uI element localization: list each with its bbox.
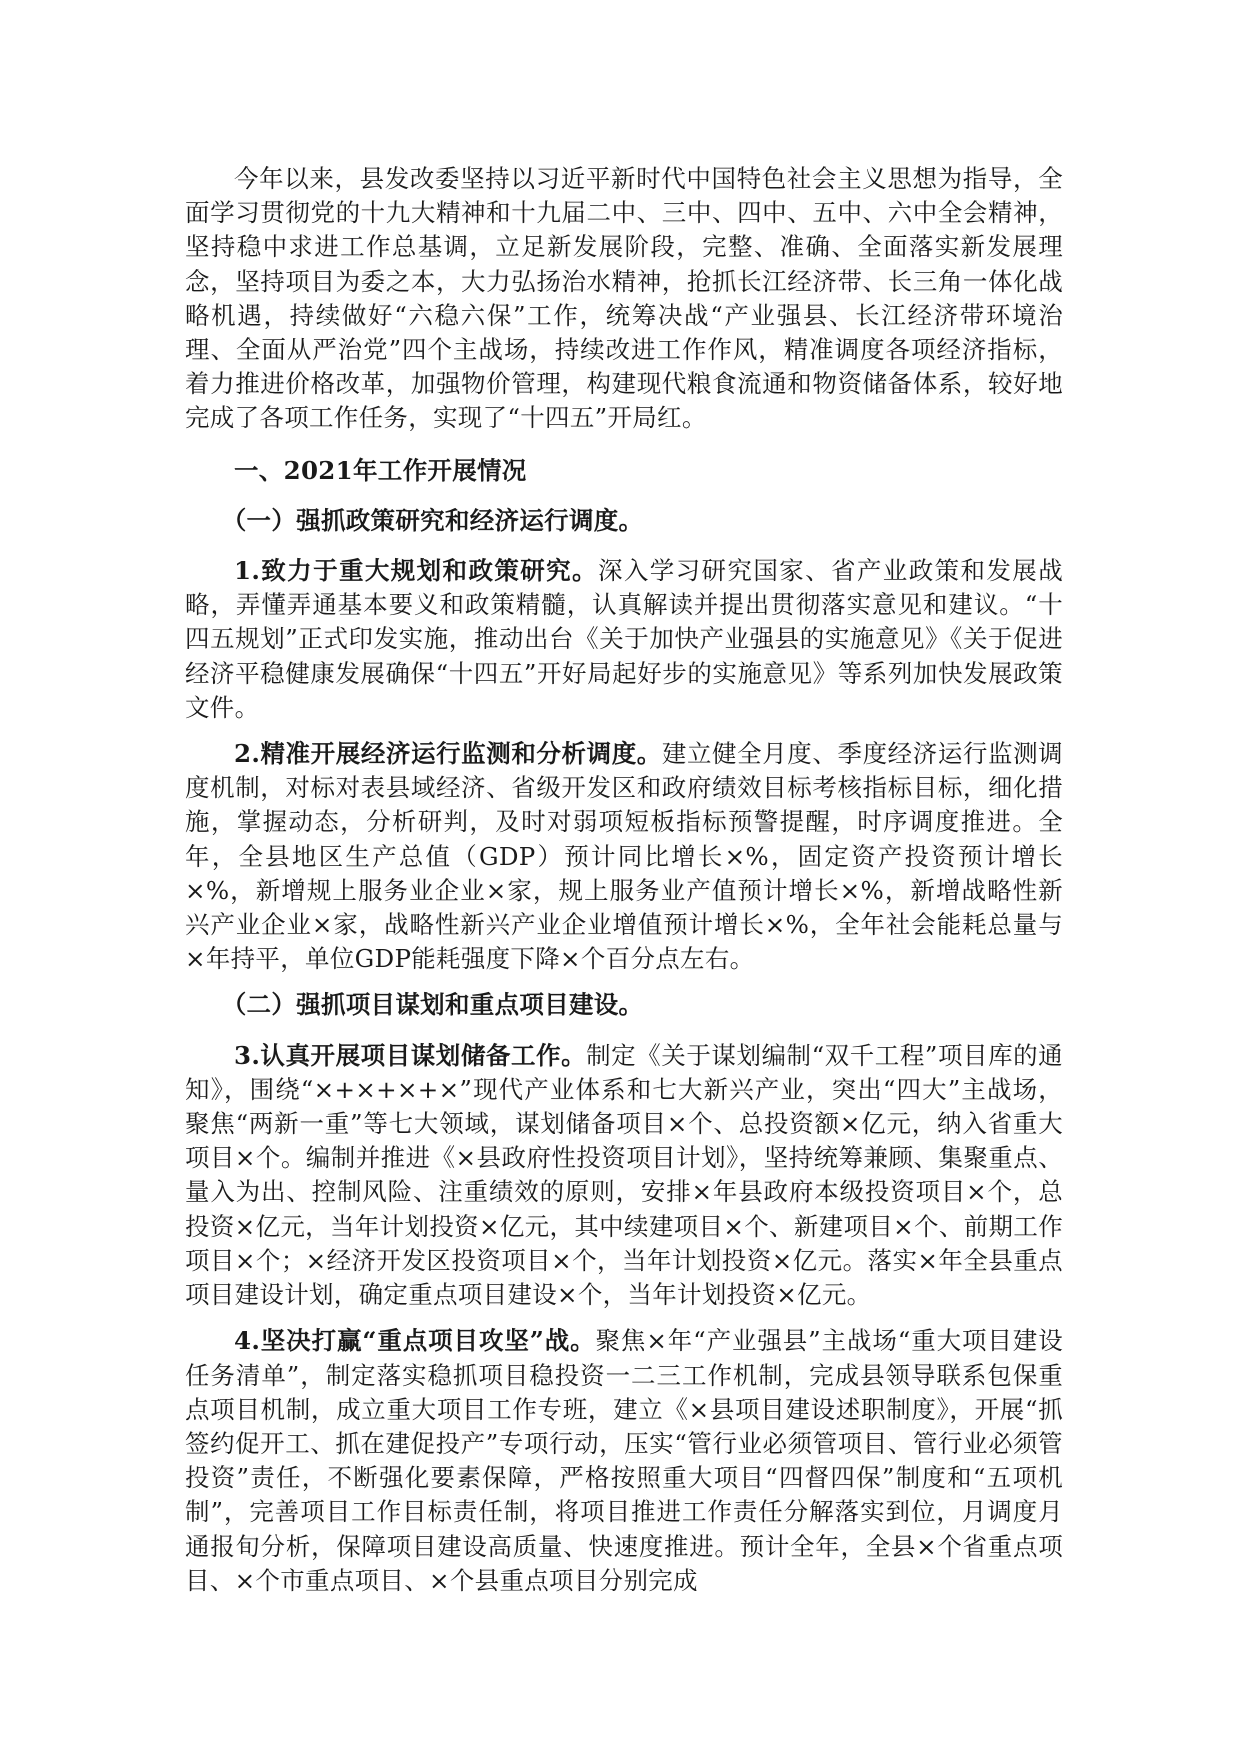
subsection-heading-1: （一）强抓政策研究和经济运行调度。 <box>221 505 644 535</box>
item-paragraph-1 <box>185 554 1063 725</box>
section-heading: 一、2021年工作开展情况 <box>234 455 527 485</box>
item-paragraph-4 <box>185 1324 1063 1598</box>
item-text: 建立健全月度、季度经济运行监测调度机制，对标对表县域经济、省级开发区和政府绩效目标考核指标目标，细化措施，掌握动态，分析研判，及时对弱项短板指标预警提醒，时序调度推进。全年，全县地区生产总值（GDP）预计同比增长×%，固定资产投资预计增长×%，新增规上服务业企业×家，规上服务业产值预计增长×%，新增战略性新兴产业企业×家，战略性新兴产业企业增值预计增长×%，全年社会能耗总量与×年持平，单位GDP能耗强度下降×个百分点左右。 <box>185 739 1063 974</box>
item-paragraph-2 <box>185 737 1063 976</box>
item-lead: 1.致力于重大规划和政策研究。 <box>234 556 598 586</box>
item-lead: 4.坚决打赢“重点项目攻坚”战。 <box>234 1326 596 1356</box>
item-text: 制定《关于谋划编制“双千工程”项目库的通知》，围绕“×+×+×+×”现代产业体系和七大新兴产业，突出“四大”主战场，聚焦“两新一重”等七大领域，谋划储备项目×个、总投资额×亿元，纳入省重大项目×个。编制并推进《×县政府性投资项目计划》，坚持统筹兼顾、集聚重点、量入为出、控制风险、注重绩效的原则，安排×年县政府本级投资项目×个，总投资×亿元，当年计划投资×亿元，其中续建项目×个、新建项目×个、前期工作项目×个；×经济开发区投资项目×个，当年计划投资×亿元。落实×年全县重点项目建设计划，确定重点项目建设×个，当年计划投资×亿元。 <box>185 1040 1063 1310</box>
document-page <box>185 162 1063 1610</box>
item-lead: 2.精准开展经济运行监测和分析调度。 <box>234 739 662 769</box>
intro-paragraph: 今年以来，县发改委坚持以习近平新时代中国特色社会主义思想为指导，全面学习贯彻党的十九大精神和十九届二中、三中、四中、五中、六中全会精神，坚持稳中求进工作总基调，立足新发展阶段，完整、准确、全面落实新发展理念，坚持项目为委之本，大力弘扬治水精神，抢抓长江经济带、长三角一体化战略机遇，持续做好“六稳六保”工作，统筹决战“产业强县、长江经济带环境治理、全面从严治党”四个主战场，持续改进工作作风，精准调度各项经济指标，着力推进价格改革，加强物价管理，构建现代粮食流通和物资储备体系，较好地完成了各项工作任务，实现了“十四五”开局红。 <box>185 164 1063 433</box>
item-text: 聚焦×年“产业强县”主战场“重大项目建设任务清单”，制定落实稳抓项目稳投资一二三工作机制，完成县领导联系包保重点项目机制，成立重大项目工作专班，建立《×县项目建设述职制度》，开展“抓签约促开工、抓在建促投产”专项行动，压实“管行业必须管项目、管行业必须管投资”责任，不断强化要素保障，严格按照重大项目“四督四保”制度和“五项机制”，完善项目工作目标责任制，将项目推进工作责任分解落实到位，月调度月通报旬分析，保障项目建设高质量、快速度推进。预计全年，全县×个省重点项目、×个市重点项目、×个县重点项目分别完成 <box>185 1326 1063 1595</box>
item-lead: 3.认真开展项目谋划储备工作。 <box>234 1040 587 1070</box>
item-paragraph-3 <box>185 1039 1063 1313</box>
subsection-heading-2: （二）强抓项目谋划和重点项目建设。 <box>221 990 644 1020</box>
item-text: 深入学习研究国家、省产业政策和发展战略，弄懂弄通基本要义和政策精髓，认真解读并提出贯彻落实意见和建议。“十四五规划”正式印发实施，推动出台《关于加快产业强县的实施意见》《关于促进经济平稳健康发展确保“十四五”开好局起好步的实施意见》等系列加快发展政策文件。 <box>185 556 1063 722</box>
